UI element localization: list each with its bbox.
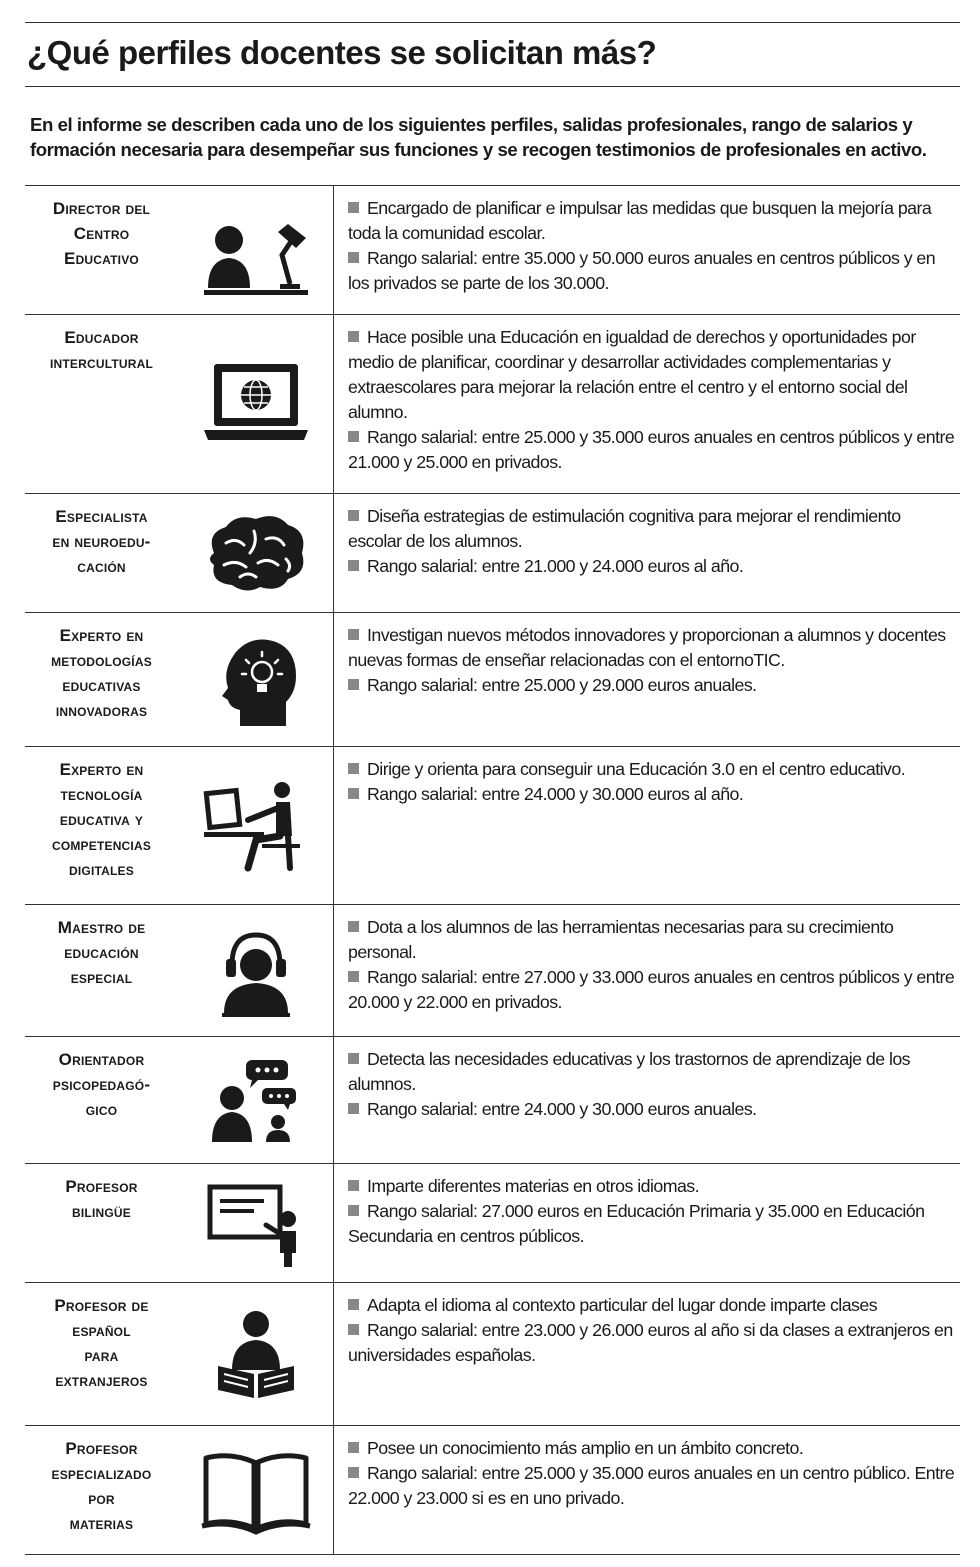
profile-row xyxy=(25,904,960,1036)
profile-name: Educador intercultural xyxy=(49,328,154,372)
title-rule xyxy=(25,86,960,87)
profile-description xyxy=(334,315,960,493)
list-item: Encargado de planificar e impulsar las medidas que busquen la mejoría para toda la comunidad escolar. xyxy=(348,198,932,243)
adult-child-speech-bubbles-icon xyxy=(196,1050,316,1150)
intro-paragraph: En el informe se describen cada uno de los siguientes perfiles, salidas profesionales, rango de salarios y formación necesaria para desempeñar sus funciones y se recogen testimonios de profesionales en activo. xyxy=(30,114,927,160)
person-at-computer-icon xyxy=(196,776,316,876)
profile-name: Experto en tecnología educativa y competencias digitales xyxy=(51,760,152,879)
brain-icon xyxy=(196,503,316,603)
list-item: Rango salarial: entre 21.000 y 24.000 euros al año. xyxy=(348,554,956,579)
profile-name: Director del Centro Educativo xyxy=(52,199,151,268)
head-lightbulb-icon xyxy=(196,630,316,730)
profile-row xyxy=(25,1282,960,1425)
profile-description xyxy=(334,613,960,746)
profile-row xyxy=(25,1163,960,1282)
profile-row xyxy=(25,1036,960,1163)
profile-row xyxy=(25,185,960,314)
profile-name: Profesor de español para extranjeros xyxy=(54,1296,149,1390)
profile-description xyxy=(334,1164,960,1282)
list-item: Adapta el idioma al contexto particular del lugar donde imparte clases xyxy=(348,1293,956,1318)
list-item: Rango salarial: entre 24.000 y 30.000 euros anuales. xyxy=(348,1097,956,1122)
open-book-icon xyxy=(196,1440,316,1540)
profile-name: Profesor bilingüe xyxy=(65,1177,138,1221)
list-item: Dota a los alumnos de las herramientas necesarias para su crecimiento personal. xyxy=(348,917,894,962)
profile-row xyxy=(25,493,960,612)
list-item: Rango salarial: entre 24.000 y 30.000 euros al año. xyxy=(348,782,956,807)
profile-row xyxy=(25,612,960,746)
profiles-table xyxy=(25,185,960,1555)
profile-name: Profesor especializado por materias xyxy=(51,1439,152,1533)
profile-name: Especialista en neuroedu- cación xyxy=(52,507,151,576)
profile-description xyxy=(334,1426,960,1554)
profile-description xyxy=(334,747,960,904)
teacher-at-board-icon xyxy=(196,1173,316,1273)
profile-description xyxy=(334,186,960,314)
person-headphones-icon xyxy=(196,921,316,1021)
profile-row xyxy=(25,314,960,493)
list-item: Rango salarial: entre 35.000 y 50.000 euros anuales en centros públicos y en los privados se parte de los 30.000. xyxy=(348,248,936,293)
profile-description xyxy=(334,1283,960,1425)
list-item: Rango salarial: entre 25.000 y 35.000 euros anuales en centros públicos y entre 21.000 y 25.000 en privados. xyxy=(348,427,955,472)
top-rule xyxy=(25,22,960,23)
list-item: Dirige y orienta para conseguir una Educación 3.0 en el centro educativo. xyxy=(348,757,956,782)
profile-name: Experto en metodologías educativas innovadoras xyxy=(51,626,152,720)
list-item: Rango salarial: 27.000 euros en Educación Primaria y 35.000 en Educación Secundaria en centros públicos. xyxy=(348,1201,925,1246)
list-item: Detecta las necesidades educativas y los trastornos de aprendizaje de los alumnos. xyxy=(348,1049,911,1094)
list-item: Hace posible una Educación en igualdad de derechos y oportunidades por medio de planificar, coordinar y desarrollar actividades complementarias y extraescolares para mejorar la relación entre el centro y el entorno social del alumno. xyxy=(348,327,916,422)
list-item: Investigan nuevos métodos innovadores y proporcionan a alumnos y docentes nuevas formas de enseñar relacionadas con el entornoTIC. xyxy=(348,625,946,670)
list-item: Rango salarial: entre 27.000 y 33.000 euros anuales en centros públicos y entre 20.000 y 22.000 en privados. xyxy=(348,967,955,1012)
person-reading-book-icon xyxy=(196,1304,316,1404)
list-item: Rango salarial: entre 23.000 y 26.000 euros al año si da clases a extranjeros en universidades españolas. xyxy=(348,1320,953,1365)
profile-name: Orientador psicopedagó- gico xyxy=(52,1050,151,1119)
list-item: Posee un conocimiento más amplio en un ámbito concreto. xyxy=(348,1436,956,1461)
page-title: ¿Qué perfiles docentes se solicitan más? xyxy=(27,34,657,71)
profile-row xyxy=(25,746,960,904)
profile-description xyxy=(334,1037,960,1163)
profile-description xyxy=(334,905,960,1036)
list-item: Imparte diferentes materias en otros idiomas. xyxy=(348,1174,956,1199)
person-at-desk-with-lamp-icon xyxy=(196,200,316,300)
profile-description xyxy=(334,494,960,612)
profile-row xyxy=(25,1425,960,1555)
laptop-globe-icon xyxy=(196,354,316,454)
list-item: Rango salarial: entre 25.000 y 35.000 euros anuales en un centro público. Entre 22.000 y 23.000 si es en uno privado. xyxy=(348,1463,955,1508)
profile-name: Maestro de educación especial xyxy=(57,918,146,987)
list-item: Rango salarial: entre 25.000 y 29.000 euros anuales. xyxy=(348,673,956,698)
list-item: Diseña estrategias de estimulación cognitiva para mejorar el rendimiento escolar de los alumnos. xyxy=(348,506,901,551)
